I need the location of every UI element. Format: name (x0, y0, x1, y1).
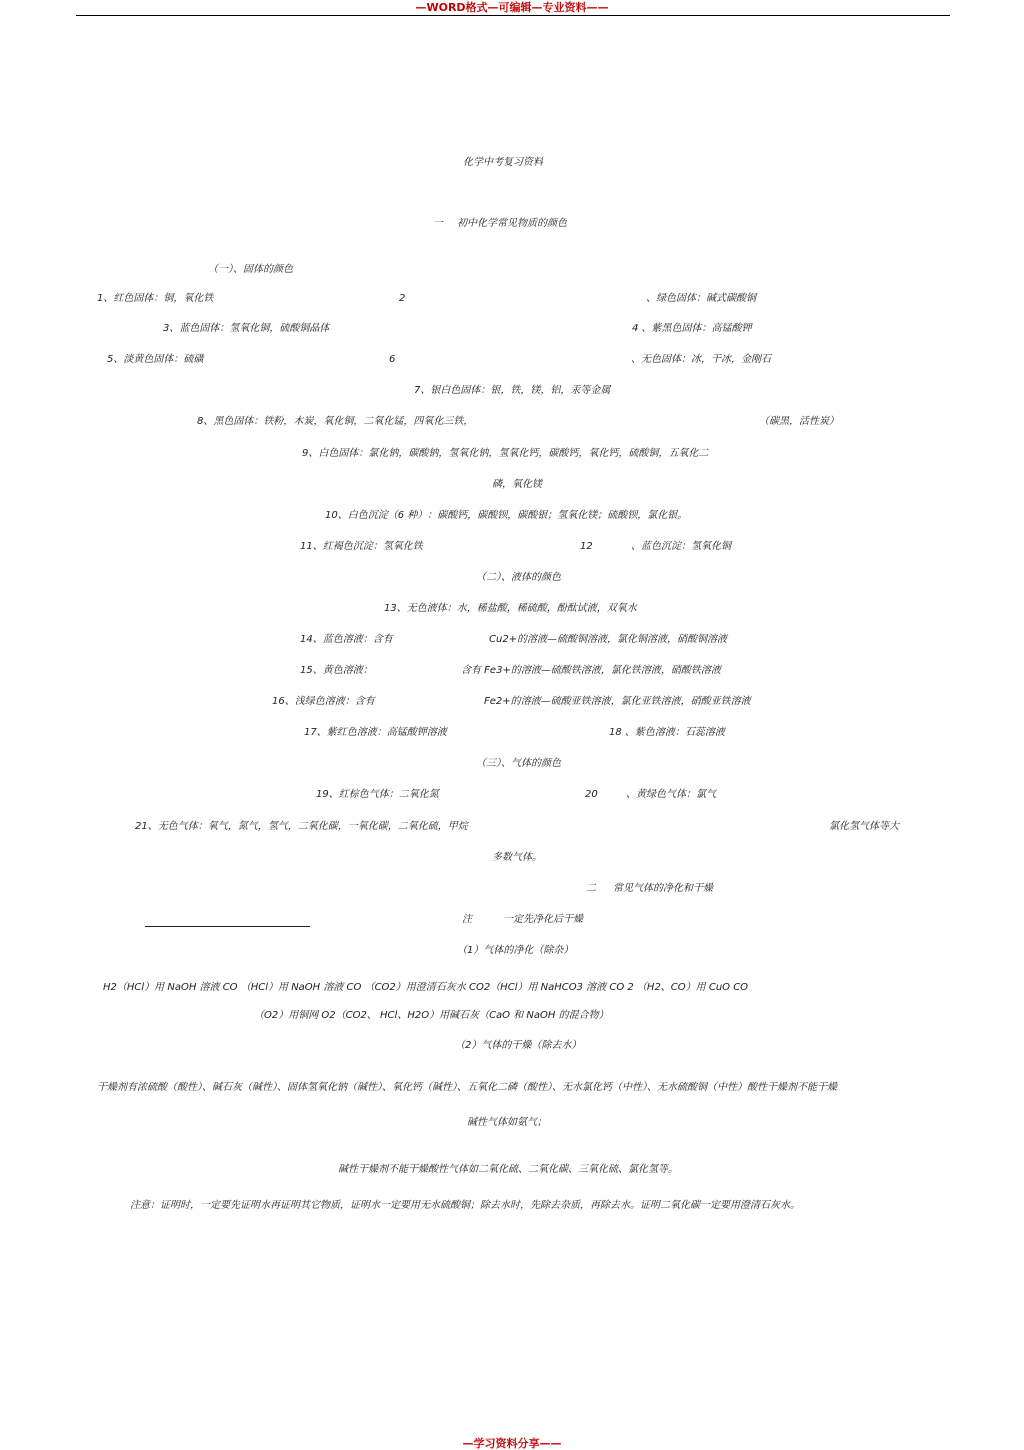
line-21-end: 多数气体。 (492, 852, 542, 863)
gas-heading: （三）、气体的颜色 (476, 758, 561, 769)
purification-line-2: （O2）用铜网 O2（CO2、 HCl、H2O）用碱石灰（CaO 和 NaOH 的混合物） (254, 1010, 609, 1021)
line-14: 14、蓝色溶液：含有 (300, 634, 393, 645)
line-12: 、蓝色沉淀：氢氧化铜 (631, 541, 731, 552)
section1-title: 初中化学常见物质的颜色 (457, 218, 567, 229)
section1-number: 一 (433, 218, 443, 229)
section2-number: 二 (586, 883, 596, 894)
line-17: 17、紫红色溶液：高锰酸钾溶液 (304, 727, 447, 738)
drying-line-2: 碱性气体如氨气； (467, 1117, 547, 1128)
line-19: 19、红棕色气体：二氧化氮 (316, 789, 439, 800)
line-2: 、绿色固体：碱式碳酸铜 (646, 293, 756, 304)
drying-line-3: 碱性干燥剂不能干燥酸性气体如二氧化硫、二氧化碳、三氧化硫、氯化氢等。 (338, 1164, 678, 1175)
line-15: 15、黄色溶液： (300, 665, 373, 676)
line-3: 3、蓝色固体：氢氧化铜，硫酸铜晶体 (163, 323, 330, 334)
line-12-number: 12 (580, 541, 593, 552)
line-1: 1、红色固体：铜，氧化铁 (97, 293, 214, 304)
note-text: 一定先净化后干燥 (503, 914, 583, 925)
footer-text: —学习资料分享—— (462, 1437, 562, 1450)
header-rule (76, 15, 950, 16)
drying-heading: （2）气体的干燥（除去水） (455, 1040, 582, 1051)
purification-line-1: H2（HCl）用 NaOH 溶液 CO （HCl）用 NaOH 溶液 CO （CO2）用澄清石灰水 CO2（HCl）用 NaHCO3 溶液 CO 2 （H2、CO）用 CuO CO (103, 982, 749, 993)
line-9-continued: 磷，氧化镁 (492, 479, 542, 490)
section2-title: 常见气体的净化和干燥 (613, 883, 713, 894)
line-21-continued: 氯化氢气体等大 (829, 821, 899, 832)
drying-line-1: 干燥剂有浓硫酸（酸性）、碱石灰（碱性）、固体氢氧化钠（碱性）、氧化钙（碱性）、五氧化二磷（酸性）、无水氯化钙（中性）、无水硫酸铜（中性）酸性干燥剂不能干燥 (97, 1082, 837, 1093)
line-2-number: 2 (399, 293, 406, 304)
line-11: 11、红褐色沉淀：氢氧化铁 (300, 541, 423, 552)
note-label: 注 (462, 914, 472, 925)
line-16: 16、浅绿色溶液：含有 (272, 696, 375, 707)
line-5: 5、淡黄色固体：硫磺 (107, 354, 204, 365)
header-text: —WORD格式—可编辑—专业资料—— (415, 1, 609, 14)
line-9: 9、白色固体：氯化钠，碳酸钠，氢氧化钠，氢氧化钙，碳酸钙，氧化钙，硫酸铜，五氧化二 (302, 448, 709, 459)
line-15-continued: 含有 Fe3+的溶液—硫酸铁溶液，氯化铁溶液，硝酸铁溶液 (461, 665, 721, 676)
line-16-continued: Fe2+的溶液—硫酸亚铁溶液，氯化亚铁溶液，硝酸亚铁溶液 (484, 696, 751, 707)
line-8: 8、黑色固体：铁粉，木炭，氧化铜，二氧化锰，四氧化三铁， (197, 416, 474, 427)
purification-heading: （1）气体的净化（除杂） (457, 945, 574, 956)
line-13: 13、无色液体：水，稀盐酸，稀硫酸，酚酞试液，双氧水 (384, 603, 637, 614)
liquid-heading: （二）、液体的颜色 (476, 572, 561, 583)
line-20-number: 20 (585, 789, 598, 800)
line-6-number: 6 (389, 354, 396, 365)
line-4: 4 、紫黑色固体：高锰酸钾 (632, 323, 752, 334)
document-title: 化学中考复习资料 (463, 157, 543, 168)
line-20: 、黄绿色气体：氯气 (626, 789, 716, 800)
line-10: 10、白色沉淀（6 种）：碳酸钙，碳酸钡，碳酸银；氢氧化镁；硫酸钡，氯化银。 (325, 510, 688, 521)
page-header (0, 0, 1024, 16)
line-7: 7、银白色固体：银，铁，镁，铝，汞等金属 (414, 385, 611, 396)
attention-note: 注意：证明时，一定要先证明水再证明其它物质，证明水一定要用无水硫酸铜；除去水时，先除去杂质，再除去水。证明二氧化碳一定要用澄清石灰水。 (130, 1200, 800, 1211)
underline-rule (145, 926, 310, 927)
line-6: 、无色固体：冰，干冰，金刚石 (631, 354, 771, 365)
line-21: 21、无色气体：氧气，氮气，氢气，二氧化碳，一氧化碳，二氧化硫，甲烷 (135, 821, 468, 832)
line-8-continued: （碳黑，活性炭） (759, 416, 839, 427)
solid-heading: （一）、固体的颜色 (208, 264, 293, 275)
line-18: 18 、紫色溶液：石蕊溶液 (609, 727, 725, 738)
line-14-continued: Cu2+的溶液—硫酸铜溶液，氯化铜溶液，硝酸铜溶液 (489, 634, 728, 645)
